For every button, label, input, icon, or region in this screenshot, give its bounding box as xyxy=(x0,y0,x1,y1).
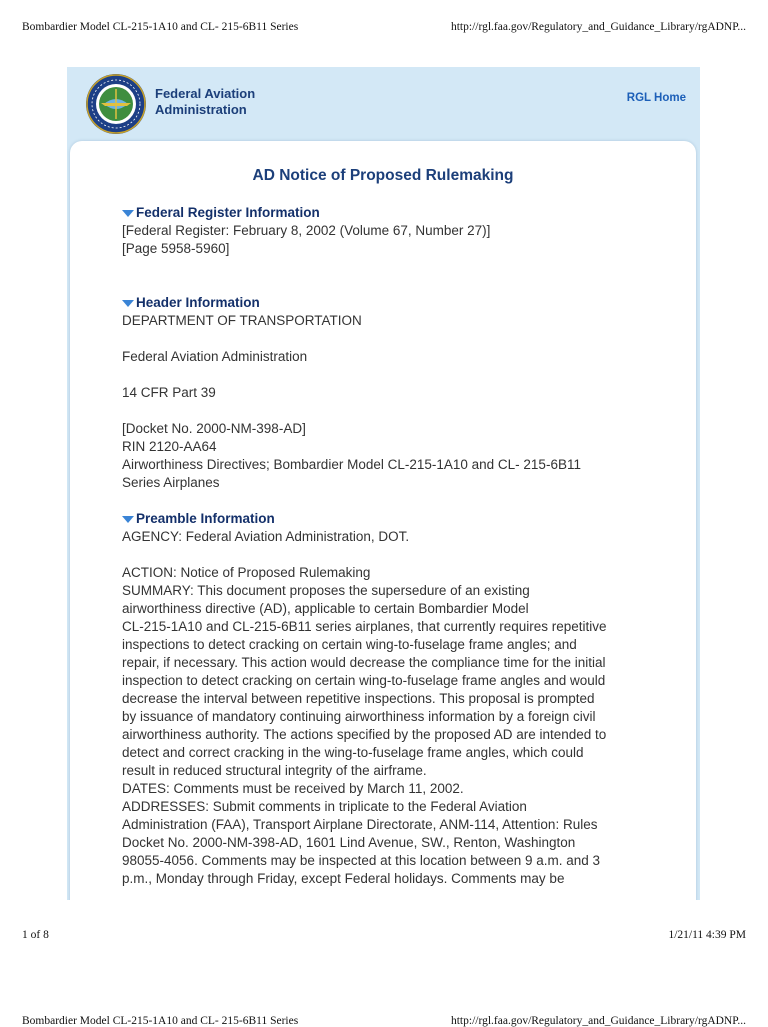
docket-line: [Docket No. 2000-NM-398-AD] xyxy=(122,421,306,436)
summary-line: inspections to detect cracking on certain wing-to-fuselage frame angles; and xyxy=(122,637,577,652)
section-federal-register-heading: Federal Register Information xyxy=(136,205,320,220)
federal-register-page: [Page 5958-5960] xyxy=(122,241,230,256)
page-title: AD Notice of Proposed Rulemaking xyxy=(252,167,514,184)
dates-line: DATES: Comments must be received by March 11, 2002. xyxy=(122,781,464,796)
rgl-home-link[interactable]: RGL Home xyxy=(626,92,686,104)
print-header-url: http://rgl.faa.gov/Regulatory_and_Guidance_Library/rgADNP... xyxy=(450,21,746,33)
section-federal-register[interactable] xyxy=(122,204,672,222)
rin-line: RIN 2120-AA64 xyxy=(122,439,217,454)
print-header-title: Bombardier Model CL-215-1A10 and CL- 215-6B11 Series xyxy=(22,21,299,33)
summary-line: airworthiness authority. The actions specified by the proposed AD are intended to xyxy=(122,727,607,742)
section-preamble-information[interactable] xyxy=(122,510,672,528)
expand-triangle-icon[interactable] xyxy=(122,300,134,307)
summary-line: by issuance of mandatory continuing airworthiness information by a foreign civil xyxy=(122,709,596,724)
cfr-line: 14 CFR Part 39 xyxy=(122,385,216,400)
subject-line-1: Airworthiness Directives; Bombardier Model CL-215-1A10 and CL- 215-6B11 xyxy=(122,457,581,472)
agency-name-line2: Administration xyxy=(155,102,247,117)
summary-line: SUMMARY: This document proposes the supersedure of an existing xyxy=(122,583,530,598)
agency-dot-line: AGENCY: Federal Aviation Administration, DOT. xyxy=(122,529,410,544)
summary-line: detect and correct cracking in the wing-to-fuselage frame angles, which could xyxy=(122,745,584,760)
print-footer xyxy=(22,929,746,941)
addresses-line: Docket No. 2000-NM-398-AD, 1601 Lind Avenue, SW., Renton, Washington xyxy=(122,835,576,850)
addresses-line: ADDRESSES: Submit comments in triplicate to the Federal Aviation xyxy=(122,799,527,814)
section-header-information[interactable] xyxy=(122,294,672,312)
summary-line: airworthiness directive (AD), applicable to certain Bombardier Model xyxy=(122,601,529,616)
faa-seal-icon xyxy=(85,73,147,135)
print-header-next-page xyxy=(22,1015,746,1027)
subject-line-2: Series Airplanes xyxy=(122,475,220,490)
addresses-line: Administration (FAA), Transport Airplane Directorate, ANM-114, Attention: Rules xyxy=(122,817,598,832)
action-line: ACTION: Notice of Proposed Rulemaking xyxy=(122,565,371,580)
document-content xyxy=(70,141,696,900)
agency-line: Federal Aviation Administration xyxy=(122,349,308,364)
addresses-line: p.m., Monday through Friday, except Federal holidays. Comments may be xyxy=(122,871,565,886)
section-header-information-heading: Header Information xyxy=(136,295,260,310)
summary-line: decrease the interval between repetitive inspections. This proposal is prompted xyxy=(122,691,595,706)
agency-name-line1: Federal Aviation xyxy=(155,86,256,101)
addresses-line: 98055-4056. Comments may be inspected at this location between 9 a.m. and 3 xyxy=(122,853,601,868)
section-preamble-heading: Preamble Information xyxy=(136,511,275,526)
agency-name xyxy=(155,86,255,118)
print-header xyxy=(22,21,746,33)
summary-line: repair, if necessary. This action would decrease the compliance time for the initial xyxy=(122,655,606,670)
faa-banner xyxy=(67,67,700,141)
page-count: 1 of 8 xyxy=(22,929,49,941)
summary-line: result in reduced structural integrity of the airframe. xyxy=(122,763,427,778)
expand-triangle-icon[interactable] xyxy=(122,516,134,523)
summary-line: inspection to detect cracking on certain wing-to-fuselage frame angles and would xyxy=(122,673,606,688)
print-datetime: 1/21/11 4:39 PM xyxy=(668,929,746,941)
department-line: DEPARTMENT OF TRANSPORTATION xyxy=(122,313,362,328)
federal-register-line: [Federal Register: February 8, 2002 (Volume 67, Number 27)] xyxy=(122,223,491,238)
expand-triangle-icon[interactable] xyxy=(122,210,134,217)
document-body xyxy=(122,204,672,888)
page-frame xyxy=(67,67,700,900)
summary-line: CL-215-1A10 and CL-215-6B11 series airplanes, that currently requires repetitive xyxy=(122,619,607,634)
print-header-title: Bombardier Model CL-215-1A10 and CL- 215-6B11 Series xyxy=(22,1015,299,1027)
print-header-url: http://rgl.faa.gov/Regulatory_and_Guidance_Library/rgADNP... xyxy=(450,1015,746,1027)
